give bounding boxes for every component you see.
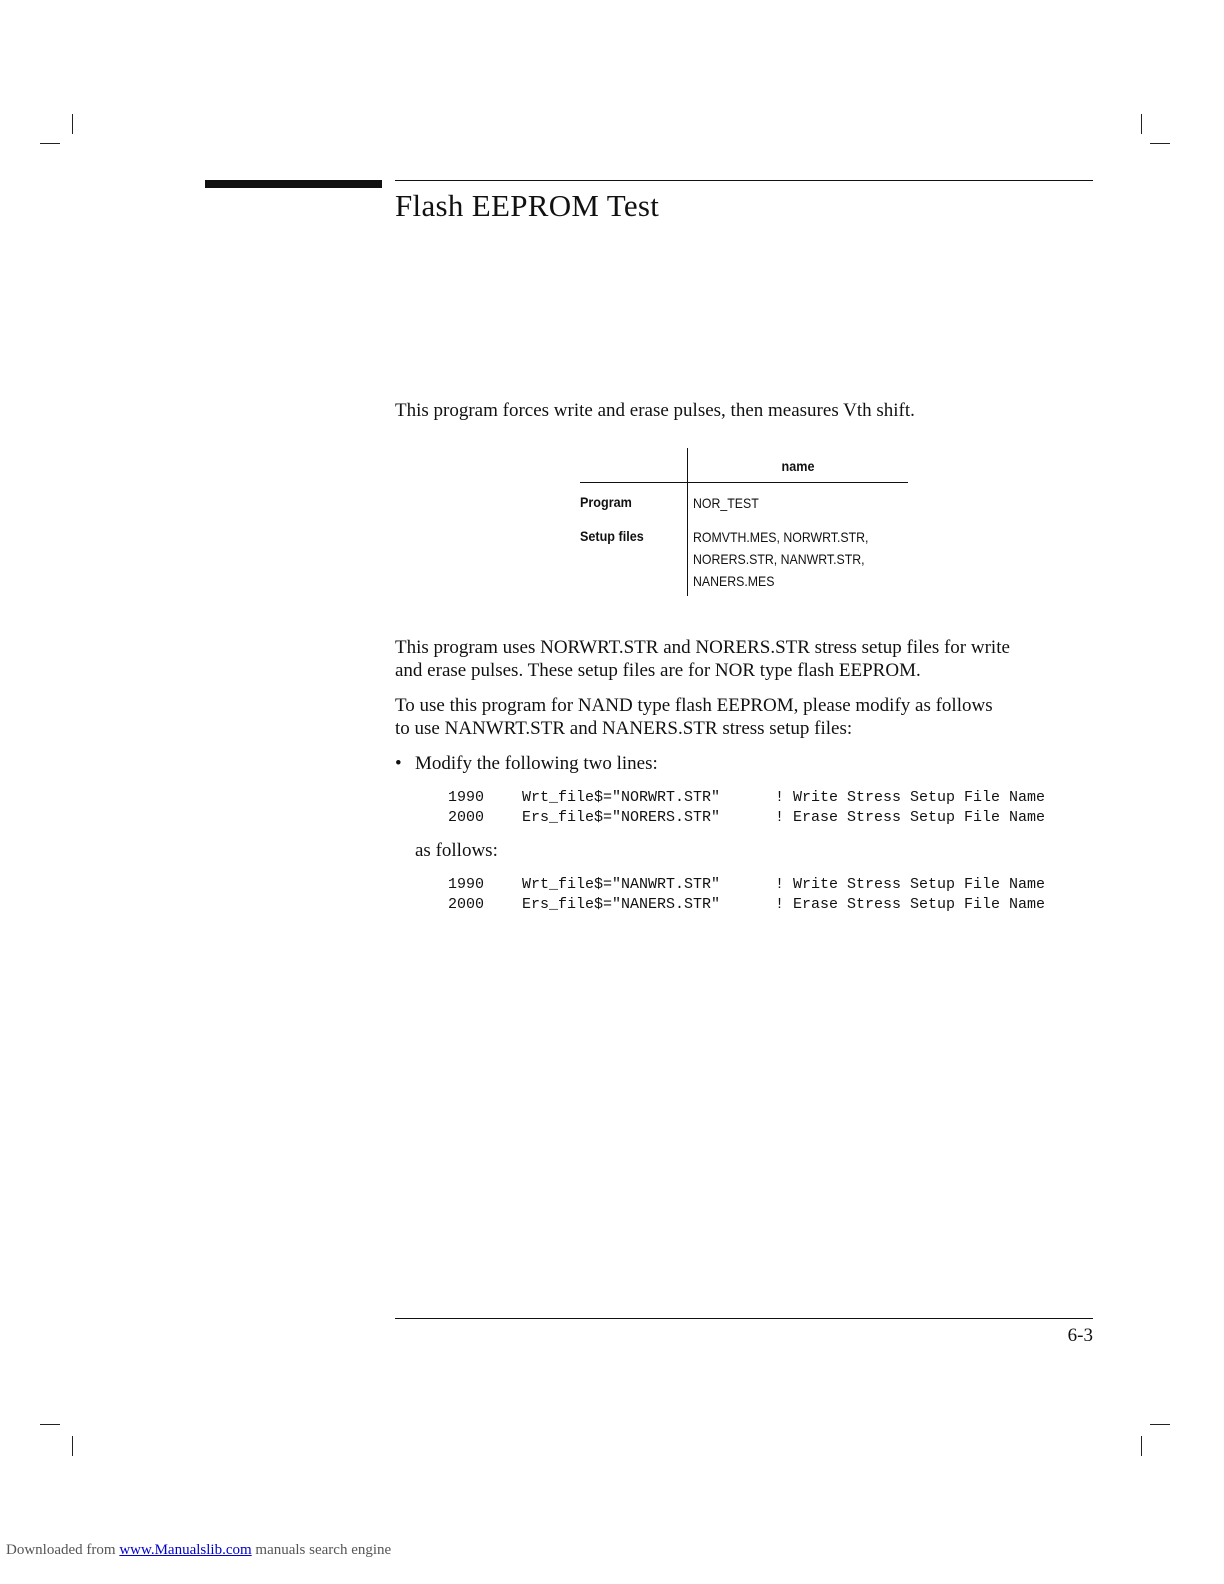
table-row-value: ROMVTH.MES, NORWRT.STR, (693, 529, 869, 545)
table-row-label: Setup files (580, 528, 644, 544)
paragraph-line: and erase pulses. These setup files are for NOR type flash EEPROM. (395, 660, 921, 681)
table-row-value: NORERS.STR, NANWRT.STR, (693, 551, 865, 567)
table-row-value: NANERS.MES (693, 573, 775, 589)
code-statement: Ers_file$="NORERS.STR" (522, 809, 721, 826)
code-line-number: 1990 (448, 876, 485, 893)
table-header-rule (580, 482, 908, 483)
crop-mark (1141, 114, 1142, 134)
paragraph-line: to use NANWRT.STR and NANERS.STR stress setup files: (395, 718, 853, 739)
code-comment: ! Erase Stress Setup File Name (775, 809, 1046, 826)
crop-mark (1150, 143, 1170, 144)
code-line-number: 2000 (448, 896, 485, 913)
code-comment: ! Erase Stress Setup File Name (775, 896, 1046, 913)
as-follows-text: as follows: (415, 840, 498, 861)
page-title: Flash EEPROM Test (395, 188, 660, 223)
crop-mark (1150, 1424, 1170, 1425)
crop-mark (72, 1436, 73, 1456)
paragraph-line: This program uses NORWRT.STR and NORERS.STR stress setup files for write (395, 637, 1010, 658)
code-line-number: 1990 (448, 789, 485, 806)
bullet-icon: • (395, 753, 402, 774)
table-row-label: Program (580, 494, 632, 510)
crop-mark (40, 143, 60, 144)
program-info-table (580, 448, 908, 596)
code-statement: Ers_file$="NANERS.STR" (522, 896, 721, 913)
code-comment: ! Write Stress Setup File Name (775, 876, 1046, 893)
page-number: 6-3 (1067, 1325, 1093, 1346)
table-row-value: NOR_TEST (693, 495, 759, 511)
crop-mark (72, 114, 73, 134)
manualslib-link[interactable]: www.Manualslib.com (119, 1542, 252, 1558)
code-comment: ! Write Stress Setup File Name (775, 789, 1046, 806)
intro-paragraph: This program forces write and erase pulses, then measures Vth shift. (395, 400, 915, 421)
code-statement: Wrt_file$="NANWRT.STR" (522, 876, 721, 893)
footer-prefix: Downloaded from (6, 1542, 116, 1558)
footer-rule (395, 1318, 1093, 1319)
code-statement: Wrt_file$="NORWRT.STR" (522, 789, 721, 806)
bullet-text: Modify the following two lines: (415, 753, 658, 774)
header-rule (395, 180, 1093, 181)
footer-suffix: manuals search engine (255, 1542, 392, 1558)
code-line-number: 2000 (448, 809, 485, 826)
paragraph-line: To use this program for NAND type flash EEPROM, please modify as follows (395, 695, 993, 716)
table-divider (687, 448, 688, 596)
section-bar (205, 180, 382, 188)
crop-mark (1141, 1436, 1142, 1456)
table-header: name (781, 458, 815, 474)
download-footer (6, 1542, 391, 1559)
crop-mark (40, 1424, 60, 1425)
